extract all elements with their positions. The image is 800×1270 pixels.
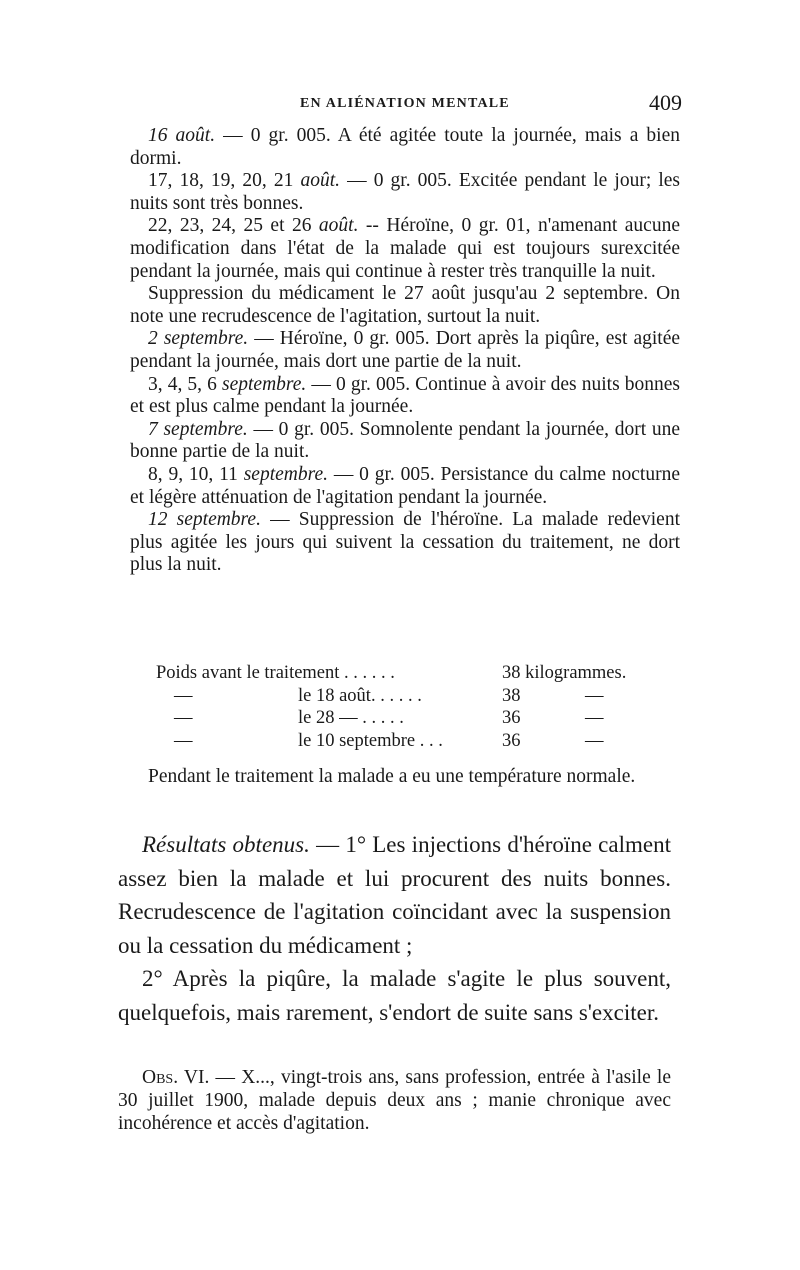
results-point-1 (118, 828, 671, 962)
weight-table (130, 662, 680, 752)
observation-paragraph (118, 1066, 671, 1135)
entry-text: — 0 gr. 005. Excitée pendant le jour; les nuits sont très bonnes. (130, 170, 681, 214)
page-number: 409 (649, 90, 682, 115)
entry-text: — Héroïne, 0 gr. 005. Dort après la piqûre, est agitée pendant la journée, mais dort une partie de la nuit. (130, 328, 681, 372)
weight-row (130, 730, 680, 753)
observation-label: Obs. VI. (142, 1067, 210, 1088)
weight-row (130, 707, 680, 730)
entry-days: 3, 4, 5, 6 (148, 373, 222, 395)
entry-days: 22, 23, 24, 25 et 26 (148, 215, 319, 237)
ditto-dash: — (585, 730, 604, 751)
diary-entry (130, 328, 680, 373)
entry-date: 7 septembre. (148, 418, 248, 440)
entry-text: — 0 gr. 005. Somnolente pendant la journée, dort une bonne partie de la nuit. (130, 418, 680, 463)
weight-label: Poids avant le traitement . . . . . . (156, 663, 395, 683)
running-title: EN ALIÉNATION MENTALE (300, 96, 510, 111)
diary-entry (130, 509, 680, 577)
ditto-dash: — (174, 730, 193, 751)
entry-date: septembre. (222, 373, 307, 395)
diary-entry (130, 464, 680, 509)
results-point-2: 2° Après la piqûre, la malade s'agite le plus souvent, quelquefois, mais rarement, s'endort de suite sans s'exciter. (118, 966, 671, 1025)
entry-date: 2 septembre. (148, 328, 249, 350)
entry-date: août. (300, 170, 341, 192)
entry-text: -- Héroïne, 0 gr. 01, n'amenant aucune modification dans l'état de la malade qui est toujours surexcitée pendant la journée, mais qui continue à rester très tranquille la nuit. (130, 215, 680, 282)
entry-date: septembre. (243, 463, 328, 485)
entry-text: — 0 gr. 005. A été agitée toute la journée, mais a bien dormi. (130, 125, 681, 169)
temperature-note (130, 766, 680, 789)
results-text: — 1° Les injections d'héroïne calment assez bien la malade et lui procurent des nuits bonnes. Recrudescence de l'agitation coïncidant avec la suspension ou la cessation du médicament ; (118, 832, 671, 958)
entry-text: — Suppression de l'héroïne. La malade redevient plus agitée les jours qui suivent la cessation du traitement, ne dort plus la nuit. (130, 509, 680, 576)
case-diary (130, 125, 680, 577)
results-section (118, 828, 671, 1029)
entry-text: — 0 gr. 005. Persistance du calme nocturne et légère atténuation de l'agitation pendant la journée. (130, 463, 680, 508)
diary-entry (130, 374, 680, 419)
entry-text: Suppression du médicament le 27 août jusqu'au 2 septembre. On note une recrudescence de l'agitation, surtout la nuit. (130, 283, 680, 327)
diary-entry (130, 419, 680, 464)
weight-row (130, 662, 680, 685)
diary-entry (130, 170, 680, 215)
weight-value: 36 (502, 730, 521, 751)
ditto-dash: — (585, 708, 604, 729)
diary-entry (130, 283, 680, 328)
ditto-dash: — (585, 685, 604, 706)
results-heading: Résultats obtenus. (142, 832, 310, 857)
entry-date: août. (318, 215, 359, 237)
entry-days: 17, 18, 19, 20, 21 (148, 170, 301, 192)
diary-entry (130, 215, 680, 283)
weight-label: le 18 août. . . . . . (298, 685, 422, 706)
entry-date: 12 septembre. (148, 509, 261, 531)
entry-date: 16 août. (148, 125, 216, 146)
entry-text: — 0 gr. 005. Continue à avoir des nuits bonnes et est plus calme pendant la journée. (130, 373, 680, 418)
temperature-text: Pendant le traitement la malade a eu une température normale. (148, 766, 636, 787)
weight-row (130, 685, 680, 708)
page-header (130, 88, 682, 118)
weight-value: 38 kilogrammes. (502, 663, 627, 683)
ditto-dash: — (174, 708, 193, 729)
observation-section (118, 1066, 671, 1135)
entry-days: 8, 9, 10, 11 (148, 463, 244, 485)
weight-label: le 10 septembre . . . (298, 730, 443, 751)
diary-entry (130, 125, 680, 170)
ditto-dash: — (174, 685, 193, 706)
weight-value: 38 (502, 685, 521, 706)
weight-value: 36 (502, 708, 521, 729)
observation-text: — X..., vingt-trois ans, sans profession, entrée à l'asile le 30 juillet 1900, malade depuis deux ans ; manie chronique avec incohérence et accès d'agitation. (118, 1067, 671, 1134)
weight-label: le 28 — . . . . . (298, 708, 404, 729)
